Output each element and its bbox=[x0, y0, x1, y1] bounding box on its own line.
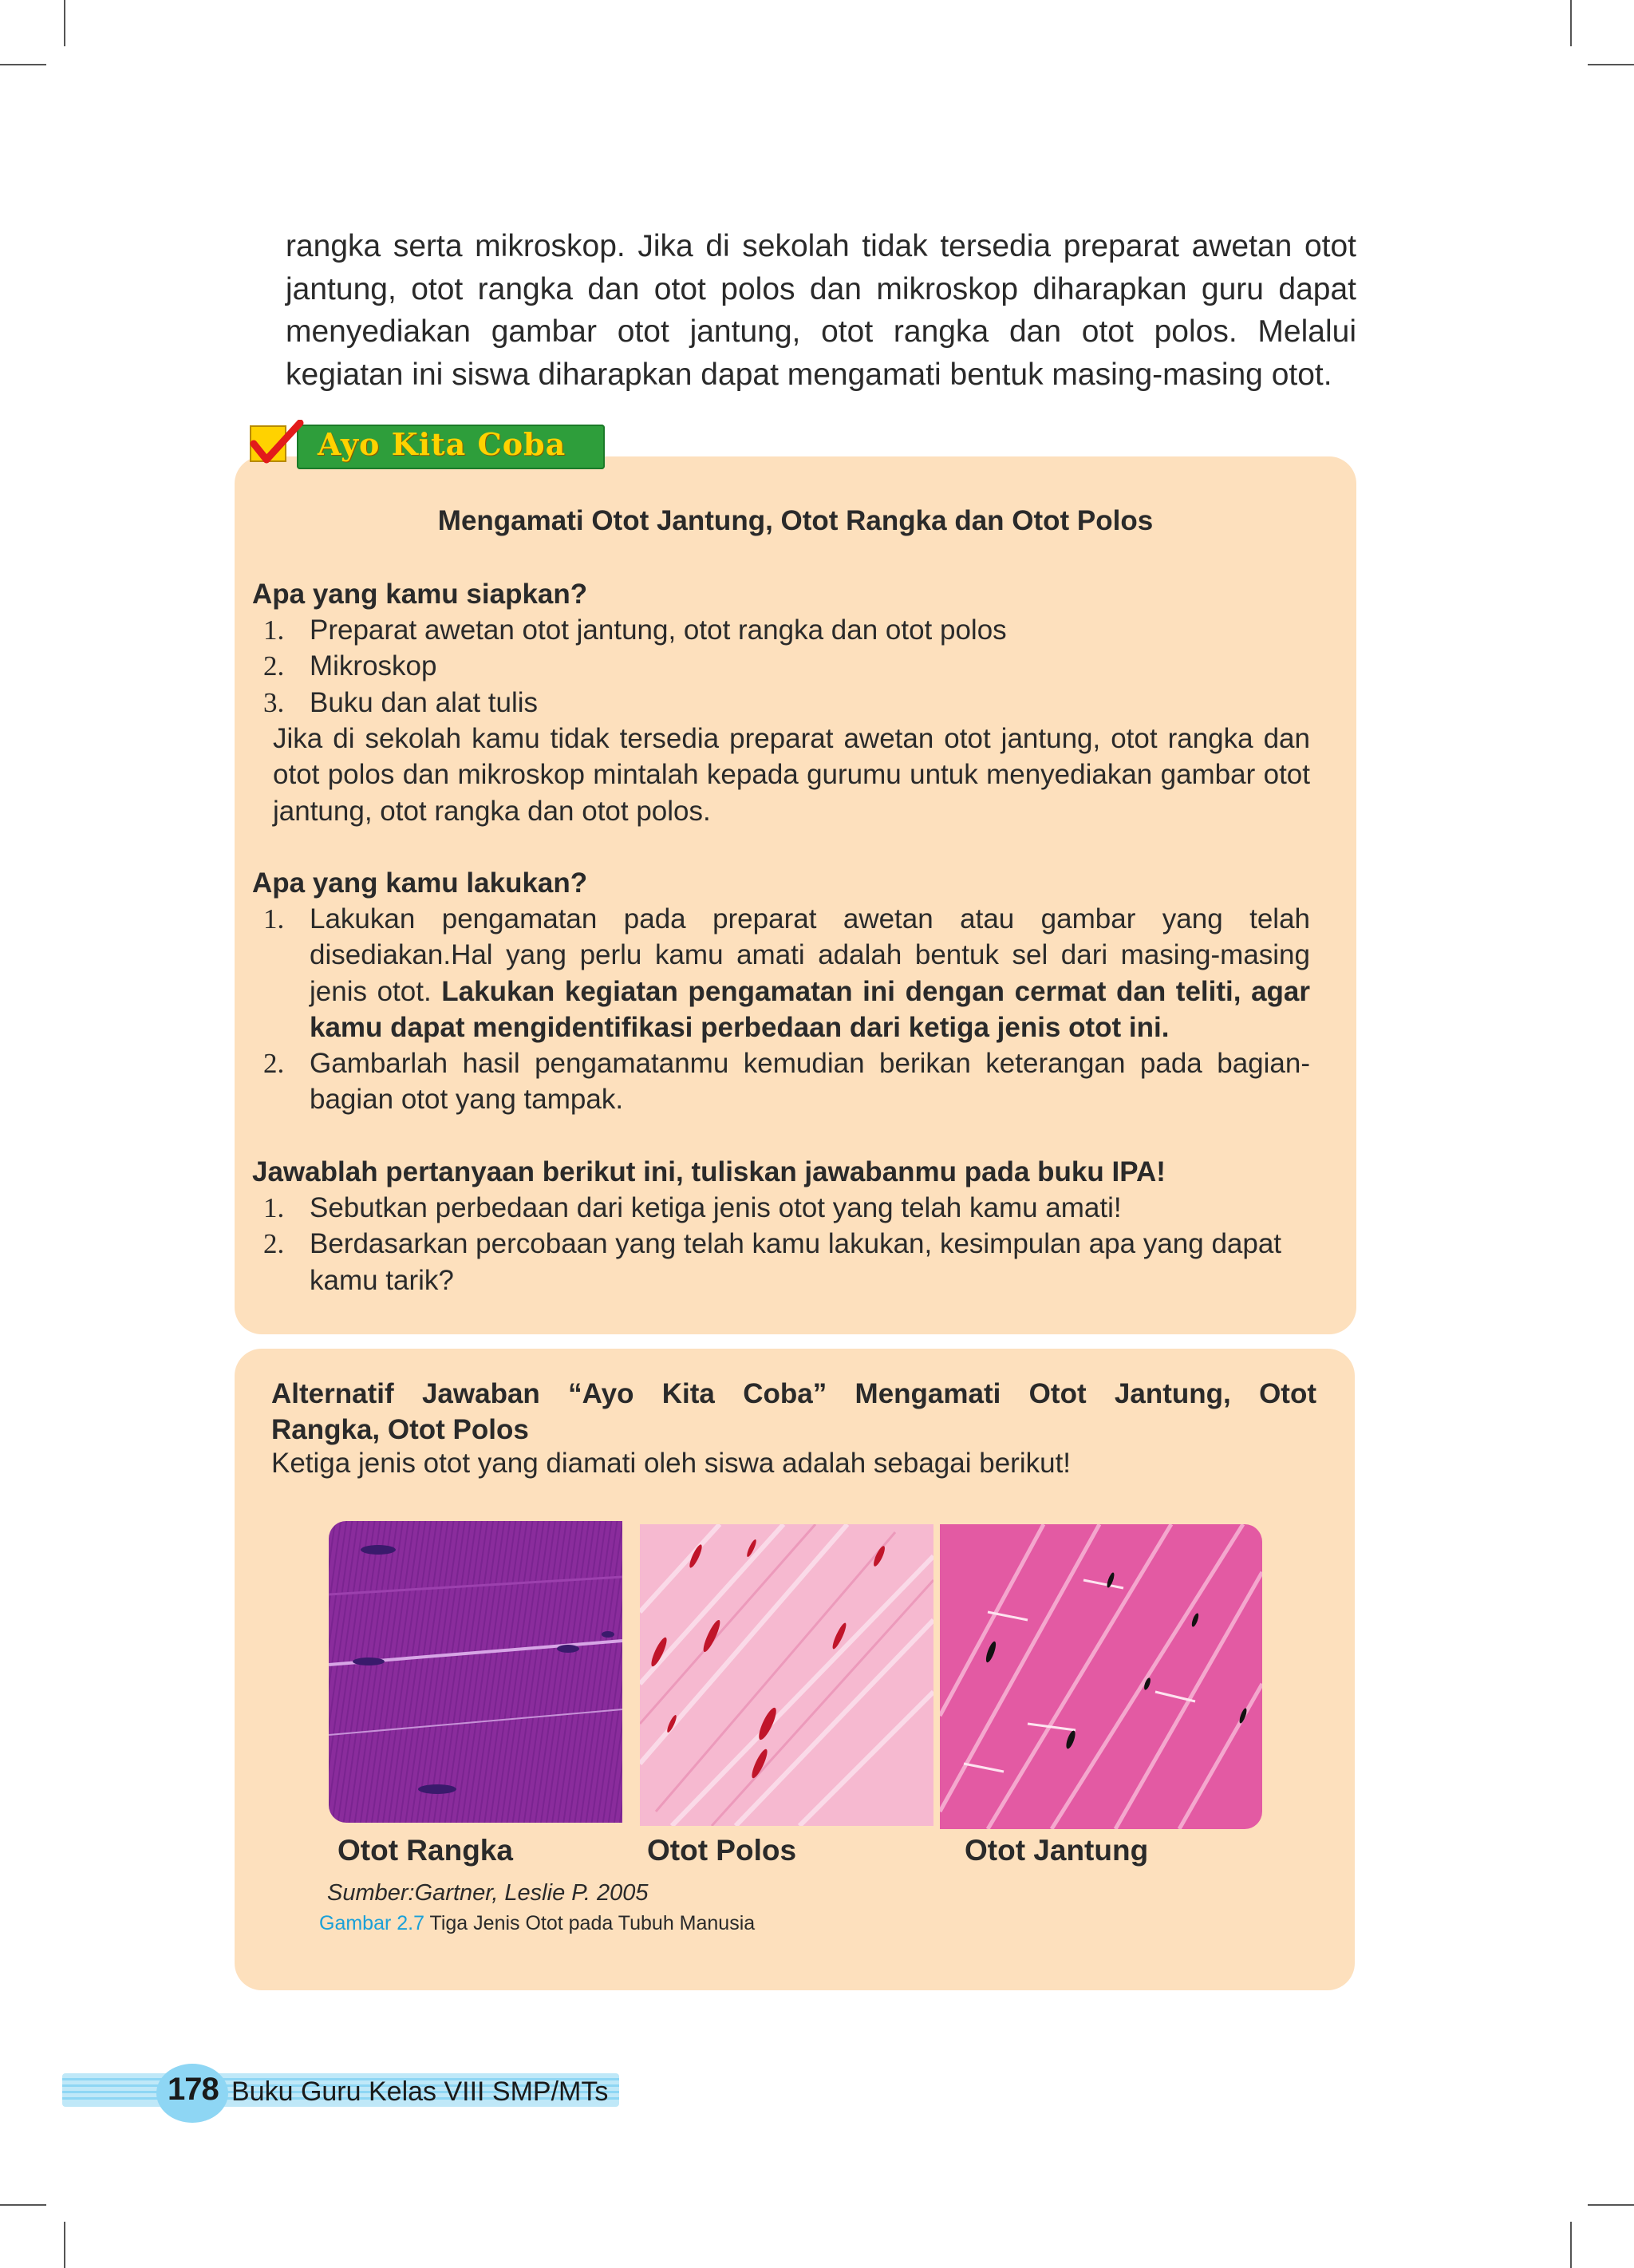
list-number: 3. bbox=[263, 686, 285, 718]
book-title: Buku Guru Kelas VIII SMP/MTs bbox=[231, 2076, 609, 2107]
cardiac-muscle-image bbox=[940, 1524, 1262, 1829]
crop-mark bbox=[64, 2222, 65, 2268]
figure-caption bbox=[319, 1912, 755, 1935]
list-item bbox=[263, 612, 1310, 648]
alternatif-heading bbox=[271, 1376, 1316, 1448]
list-text: Mikroskop bbox=[310, 650, 437, 682]
prepare-note: Jika di sekolah kamu tidak tersedia preparat awetan otot jantung, otot rangka dan otot polos dan mikroskop mintalah kepada gurumu untuk menyediakan gambar otot jantung, otot rangka dan otot polos. bbox=[273, 723, 1310, 827]
activity-title: Mengamati Otot Jantung, Otot Rangka dan Otot Polos bbox=[437, 505, 1154, 536]
checkmark-icon bbox=[249, 420, 305, 472]
list-number: 1. bbox=[263, 903, 285, 934]
label-otot-rangka: Otot Rangka bbox=[337, 1834, 513, 1867]
list-item bbox=[263, 1190, 1310, 1226]
list-text: Gambarlah hasil pengamatanmu kemudian berikan keterangan pada bagian-bagian otot yang tampak. bbox=[310, 1048, 1310, 1116]
list-number: 2. bbox=[263, 1228, 285, 1260]
list-text: Sebutkan perbedaan dari ketiga jenis otot yang telah kamu amati! bbox=[310, 1192, 1122, 1223]
prepare-heading: Apa yang kamu siapkan? bbox=[252, 579, 588, 610]
ayo-kita-coba-tag bbox=[297, 425, 605, 469]
intro-paragraph: rangka serta mikroskop. Jika di sekolah tidak tersedia preparat awetan otot jantung, otot rangka dan otot polos dan mikroskop diharapkan guru dapat menyediakan gambar otot jantung, otot rangka dan otot polos. Melalui kegiatan ini siswa diharapkan dapat mengamati bentuk masing-masing otot. bbox=[286, 229, 1356, 392]
list-number: 2. bbox=[263, 650, 285, 682]
crop-mark bbox=[0, 64, 46, 65]
do-list bbox=[263, 901, 1310, 1118]
crop-mark bbox=[1570, 0, 1572, 46]
prepare-list bbox=[263, 612, 1310, 721]
list-item bbox=[263, 648, 1310, 684]
list-number: 2. bbox=[263, 1048, 285, 1080]
answer-list bbox=[263, 1190, 1310, 1298]
list-number: 1. bbox=[263, 1192, 285, 1223]
list-item bbox=[263, 685, 1310, 721]
tag-label: Ayo Kita Coba bbox=[318, 426, 566, 462]
crop-mark bbox=[1588, 2204, 1634, 2206]
crop-mark bbox=[0, 2204, 46, 2206]
crop-mark bbox=[64, 0, 65, 46]
list-number: 1. bbox=[263, 614, 285, 646]
alternatif-heading-line: Rangka, Otot Polos bbox=[271, 1414, 529, 1446]
caption-id: Gambar 2.7 bbox=[319, 1912, 425, 1934]
crop-mark bbox=[1570, 2222, 1572, 2268]
label-otot-jantung: Otot Jantung bbox=[965, 1834, 1149, 1867]
alternatif-heading-line: Alternatif Jawaban “Ayo Kita Coba” Mengamati Otot Jantung, Otot bbox=[271, 1378, 1316, 1409]
skeletal-muscle-image bbox=[329, 1521, 622, 1823]
alternatif-subtext: Ketiga jenis otot yang diamati oleh siswa adalah sebagai berikut! bbox=[271, 1448, 1072, 1479]
list-item bbox=[263, 1045, 1310, 1118]
do-heading: Apa yang kamu lakukan? bbox=[252, 867, 588, 899]
smooth-muscle-image bbox=[640, 1524, 933, 1826]
activity-box bbox=[235, 456, 1356, 1334]
caption-text: Tiga Jenis Otot pada Tubuh Manusia bbox=[424, 1912, 756, 1934]
answer-heading: Jawablah pertanyaan berikut ini, tuliskan jawabanmu pada buku IPA! bbox=[252, 1156, 1166, 1187]
label-otot-polos: Otot Polos bbox=[647, 1834, 797, 1867]
crop-mark bbox=[1588, 64, 1634, 65]
list-text: Preparat awetan otot jantung, otot rangka dan otot polos bbox=[310, 614, 1007, 646]
list-text: Berdasarkan percobaan yang telah kamu lakukan, kesimpulan apa yang dapat kamu tarik? bbox=[310, 1228, 1282, 1296]
list-item bbox=[263, 901, 1310, 1045]
image-source: Sumber:Gartner, Leslie P. 2005 bbox=[327, 1880, 649, 1906]
page-number: 178 bbox=[168, 2072, 219, 2107]
list-emphasis: Lakukan kegiatan pengamatan ini dengan cermat dan teliti, agar kamu dapat mengidentifikasi perbedaan dari ketiga jenis otot ini. bbox=[310, 975, 1310, 1043]
list-text: Buku dan alat tulis bbox=[310, 686, 539, 718]
list-item bbox=[263, 1226, 1310, 1298]
list-text: Lakukan pengamatan pada preparat awetan atau gambar yang telah disediakan.Hal yang perlu kamu amati adalah bentuk sel dari masing-masing jenis otot. bbox=[310, 903, 1310, 1007]
